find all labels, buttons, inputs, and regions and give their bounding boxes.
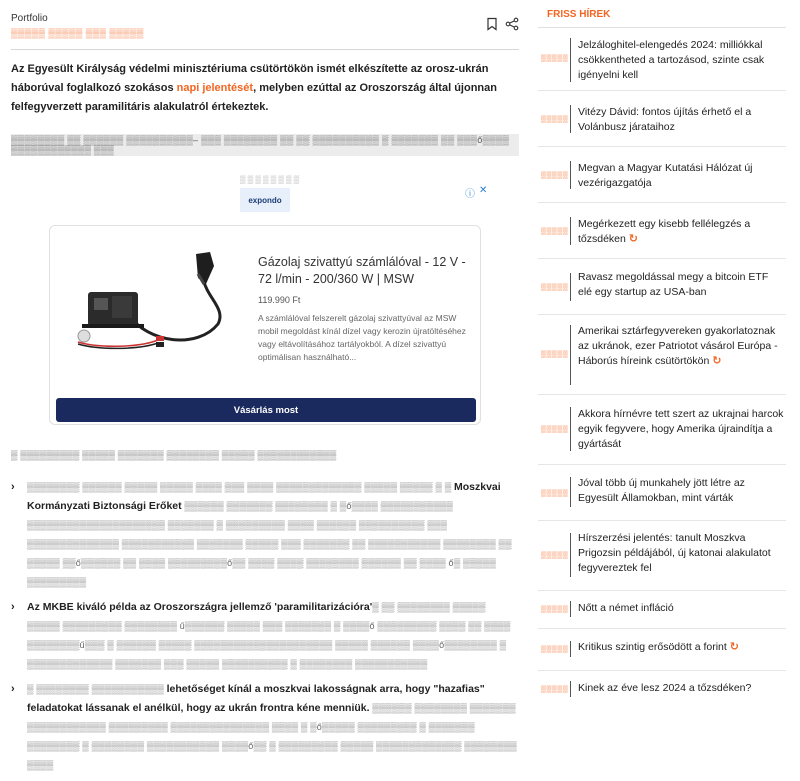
news-item[interactable] bbox=[538, 203, 786, 259]
lead-text-2: , melyben ezúttal az Oroszország által újonnan felfegyverzett paramilitáris alakulatról értekeztek. bbox=[11, 82, 497, 113]
bullet-list bbox=[11, 478, 519, 781]
divider bbox=[570, 641, 571, 657]
news-title[interactable]: Megérkezett egy kisebb fellélegzés a tőzsdéken ↻ bbox=[578, 218, 751, 245]
bullet-garble: ▒ ▒▒▒▒▒▒▒▒ ▒▒▒▒▒▒▒▒▒▒▒ bbox=[27, 684, 167, 694]
bullet-bold: Az MKBE kiváló példa az Oroszországra jellemző 'paramilitarizációra' bbox=[27, 601, 373, 613]
news-title[interactable]: Ravasz megoldással megy a bitcoin ETF elé egy startup az USA-ban bbox=[578, 271, 769, 298]
ad-header bbox=[240, 175, 302, 212]
news-title[interactable]: Jelzáloghitel-elengedés 2024: milliókkal csökkentheted a tartozásod, szinte csak igényelni kell bbox=[578, 39, 765, 81]
news-title[interactable]: Amerikai sztárfegyvereken gyakorlatoznak az ukránok, ezer Patriotot vásárol Európa - Háborús híreink csütörtökön ↻ bbox=[578, 325, 778, 367]
buy-now-button[interactable]: Vásárlás most bbox=[56, 398, 476, 422]
news-title[interactable]: Akkora hírnévre tett szert az ukrajnai harcok egyik fegyvere, hogy Amerika újraindítja a gyártását bbox=[578, 408, 784, 450]
article-header bbox=[11, 10, 519, 50]
divider bbox=[570, 533, 571, 577]
pump-product-image[interactable] bbox=[68, 244, 228, 354]
divider bbox=[570, 681, 571, 697]
chevron-right-icon: › bbox=[11, 601, 15, 613]
share-icon[interactable] bbox=[505, 17, 519, 31]
refresh-icon: ↻ bbox=[628, 233, 639, 245]
news-time: ▒▒▒▒▒ bbox=[541, 686, 569, 693]
article-source[interactable]: Portfolio bbox=[11, 13, 48, 24]
news-title[interactable]: Kritikus szintig erősödött a forint ↻ bbox=[578, 641, 739, 653]
divider bbox=[570, 407, 571, 451]
bullet-bold: Moszkvai Kormányzati Biztonsági Erőket bbox=[27, 481, 501, 512]
news-item[interactable] bbox=[538, 671, 786, 703]
daily-report-link[interactable]: napi jelentését bbox=[176, 82, 254, 94]
news-time: ▒▒▒▒▒ bbox=[541, 228, 569, 235]
body-paragraph: ▒ ▒▒▒▒▒▒▒▒▒ ▒▒▒▒▒ ▒▒▒▒▒▒▒ ▒▒▒▒▒▒▒▒ ▒▒▒▒▒ ▒▒▒▒▒▒▒▒▒▒▒▒ bbox=[11, 450, 337, 460]
news-title[interactable]: Hírszerzési jelentés: tanult Moszkva Prigozsin példájából, új katonai alakulatot fegyvereztek fel bbox=[578, 532, 771, 574]
lead-text-1: Az Egyesült Királyság védelmi minisztériuma csütörtökön ismét elkészítette az orosz-ukrán háborúval foglalkozó szokásos bbox=[11, 63, 489, 94]
bullet-item bbox=[11, 478, 519, 592]
bullet-garble: ▒▒▒▒▒▒ ▒▒▒▒▒▒▒ ▒▒▒▒▒▒▒▒ ▒ ▒ő▒▒▒▒ ▒▒▒▒▒▒▒▒▒▒▒ ▒▒▒▒▒▒▒▒▒▒▒▒▒▒▒▒▒▒▒▒▒ ▒▒▒▒▒▒▒ ▒ ▒▒▒▒▒▒▒▒▒ ▒▒▒▒ ▒▒▒▒▒▒ ▒▒▒▒▒▒▒▒▒▒ ▒▒▒ ▒▒▒▒▒▒▒▒▒▒▒▒▒▒ ▒▒▒▒▒▒▒▒▒▒▒ ▒▒▒▒▒▒▒ ▒▒▒▒▒ ▒▒▒ ▒▒▒▒▒▒▒ ▒▒ ▒▒▒▒▒▒▒▒▒▒▒ ▒▒▒▒▒▒▒▒ ▒▒ ▒▒▒▒▒ ▒▒ő▒▒▒▒▒▒ ▒▒ ▒▒▒▒ ▒▒▒▒▒▒▒▒▒ő▒▒ ▒▒▒▒ ▒▒▒▒ ▒▒▒▒▒▒▒▒ ▒▒▒▒▒▒ ▒▒ ▒▒▒▒ ő▒ ▒▒▒▒▒ ▒▒▒▒▒▒▒▒▒ bbox=[27, 501, 512, 587]
bullet-item bbox=[11, 680, 519, 775]
divider bbox=[570, 325, 571, 385]
ad-close-icon[interactable]: ✕ bbox=[479, 185, 488, 196]
divider bbox=[570, 217, 571, 245]
news-title[interactable]: Nőtt a német infláció bbox=[578, 602, 674, 614]
ad-price: 119.990 Ft bbox=[258, 295, 301, 305]
divider bbox=[570, 273, 571, 301]
ad-info-icon[interactable]: ⓘ bbox=[465, 189, 475, 200]
bullet-garble: ▒▒▒▒▒▒ ▒▒▒▒▒▒▒▒ ▒▒▒▒▒▒▒ ▒▒▒▒▒▒▒▒▒▒▒▒ ▒▒▒▒▒▒▒▒▒ ▒▒▒▒▒▒▒▒▒▒▒▒▒▒▒ ▒▒▒▒ ▒ ▒ő▒▒▒▒▒ ▒▒▒▒▒▒▒▒▒ ▒ ▒▒▒▒▒▒▒ ▒▒▒▒▒▒▒▒ ▒ ▒▒▒▒▒▒▒▒ ▒▒▒▒▒▒▒▒▒▒▒ ▒▒▒▒ő▒▒ ▒ ▒▒▒▒▒▒▒▒▒ ▒▒▒▒▒ ▒▒▒▒▒▒▒▒▒▒▒▒▒ ▒▒▒▒▒▒▒▒ ▒▒▒▒ bbox=[27, 703, 517, 770]
ad-controls bbox=[465, 185, 487, 200]
news-title[interactable]: Vitézy Dávid: fontos újítás érhető el a Volánbusz járataihoz bbox=[578, 106, 752, 133]
bullet-item bbox=[11, 598, 519, 674]
news-time: ▒▒▒▒▒ bbox=[541, 426, 569, 433]
friss-hirek-sidebar bbox=[538, 0, 786, 703]
article-tools bbox=[485, 17, 519, 31]
news-time: ▒▒▒▒▒ bbox=[541, 116, 569, 123]
news-time: ▒▒▒▒▒ bbox=[541, 284, 569, 291]
info-banner: ▒▒▒▒▒▒▒▒ ▒▒ ▒▒▒▒▒▒ ▒▒▒▒▒▒▒▒▒▒– ▒▒▒ ▒▒▒▒▒▒▒▒ ▒▒ ▒▒ ▒▒▒▒▒▒▒▒▒▒ ▒ ▒▒▒▒▒▒▒ ▒▒ ▒▒▒ő▒▒▒▒ ▒▒▒▒▒▒▒▒▒▒▒▒ ▒▒▒ bbox=[11, 134, 519, 156]
news-title[interactable]: Kinek az éve lesz 2024 a tőzsdéken? bbox=[578, 682, 752, 694]
article-meta: ▒▒▒▒▒ ▒▒▒▒▒ ▒▒▒ ▒▒▒▒▒ bbox=[11, 28, 144, 38]
news-item[interactable] bbox=[538, 147, 786, 203]
ad-label: ▒▒▒▒▒▒▒▒ bbox=[240, 175, 302, 184]
news-time: ▒▒▒▒▒ bbox=[541, 351, 569, 358]
news-time: ▒▒▒▒▒ bbox=[541, 646, 569, 653]
ad-card[interactable] bbox=[49, 225, 481, 425]
ad-product-title[interactable]: Gázolaj szivattyú számlálóval - 12 V - 72 l/min - 200/360 W | MSW bbox=[258, 255, 466, 286]
chevron-right-icon: › bbox=[11, 683, 15, 695]
news-item[interactable] bbox=[538, 395, 786, 465]
news-item[interactable] bbox=[538, 465, 786, 521]
divider bbox=[570, 105, 571, 133]
bullet-garble: ▒ ▒▒ ▒▒▒▒▒▒▒▒ ▒▒▒▒▒ ▒▒▒▒▒ ▒▒▒▒▒▒▒▒▒ ▒▒▒▒▒▒▒▒ ű▒▒▒▒▒▒ ▒▒▒▒▒ ▒▒▒ ▒▒▒▒▒▒▒ ▒ ▒▒▒▒ő ▒▒▒▒▒▒▒▒▒ ▒▒▒▒ ▒▒ ▒▒▒▒ ▒▒▒▒▒▒▒▒ű▒▒▒ ▒ ▒▒▒▒▒▒ ▒▒▒▒▒ ▒▒▒▒▒▒▒▒▒▒▒▒▒▒▒▒▒▒▒▒▒ ▒▒▒▒▒ ▒▒▒▒▒▒ ▒▒▒▒ő▒▒▒▒▒▒▒▒ ▒ ▒▒▒▒▒▒▒▒▒▒▒▒▒ ▒▒▒▒▒▒▒ ▒▒▒ ▒▒▒▒▒ ▒▒▒▒▒▒▒▒▒▒ ▒ ▒▒▒▒▒▒▒▒ ▒▒▒▒▒▒▒▒▒▒▒ bbox=[27, 602, 511, 669]
ad-description: A számlálóval felszerelt gázolaj szivattyúval az MSW mobil megoldást kínál dízel vagy kerozin újratöltéséhez vagy eltávolításához tartályokból. A dízel szivattyú optimálisan használható... bbox=[258, 313, 466, 362]
news-time: ▒▒▒▒▒ bbox=[541, 606, 569, 613]
divider bbox=[570, 38, 571, 82]
news-title[interactable]: Jóval több új munkahely jött létre az Egyesült Államokban, mint várták bbox=[578, 477, 745, 504]
article-lead bbox=[11, 60, 511, 117]
divider bbox=[570, 477, 571, 507]
news-item[interactable] bbox=[538, 259, 786, 315]
news-item[interactable] bbox=[538, 315, 786, 395]
bookmark-icon[interactable] bbox=[485, 17, 499, 31]
chevron-right-icon: › bbox=[11, 481, 15, 493]
divider bbox=[570, 601, 571, 617]
refresh-icon: ↻ bbox=[712, 355, 722, 367]
news-time: ▒▒▒▒▒ bbox=[541, 172, 569, 179]
news-time: ▒▒▒▒▒ bbox=[541, 55, 569, 62]
news-item[interactable] bbox=[538, 521, 786, 591]
expondo-logo[interactable]: expondo bbox=[240, 188, 290, 212]
news-time: ▒▒▒▒▒ bbox=[541, 552, 569, 559]
news-item[interactable] bbox=[538, 629, 786, 671]
bullet-garble: ▒▒▒▒▒▒▒▒ ▒▒▒▒▒▒ ▒▒▒▒▒ ▒▒▒▒▒ ▒▒▒▒ ▒▒▒ ▒▒▒▒ ▒▒▒▒▒▒▒▒▒▒▒▒▒ ▒▒▒▒▒ ▒▒▒▒▒ ▒ ▒ bbox=[27, 482, 454, 492]
news-item[interactable] bbox=[538, 591, 786, 629]
news-item[interactable] bbox=[538, 91, 786, 147]
divider bbox=[570, 161, 571, 189]
sidebar-title[interactable]: FRISS HÍREK bbox=[547, 9, 611, 20]
news-title[interactable]: Megvan a Magyar Kutatási Hálózat új vezérigazgatója bbox=[578, 162, 753, 189]
refresh-icon: ↻ bbox=[729, 641, 739, 653]
news-item[interactable] bbox=[538, 28, 786, 91]
news-time: ▒▒▒▒▒ bbox=[541, 490, 569, 497]
sidebar-title-bar bbox=[538, 0, 786, 28]
bullet-bold: lehetőséget kínál a moszkvai lakosságnak arra, hogy "hazafias" feladatokat lássanak el anélkül, hogy az ukrán frontra kéne menniük. bbox=[27, 683, 485, 714]
